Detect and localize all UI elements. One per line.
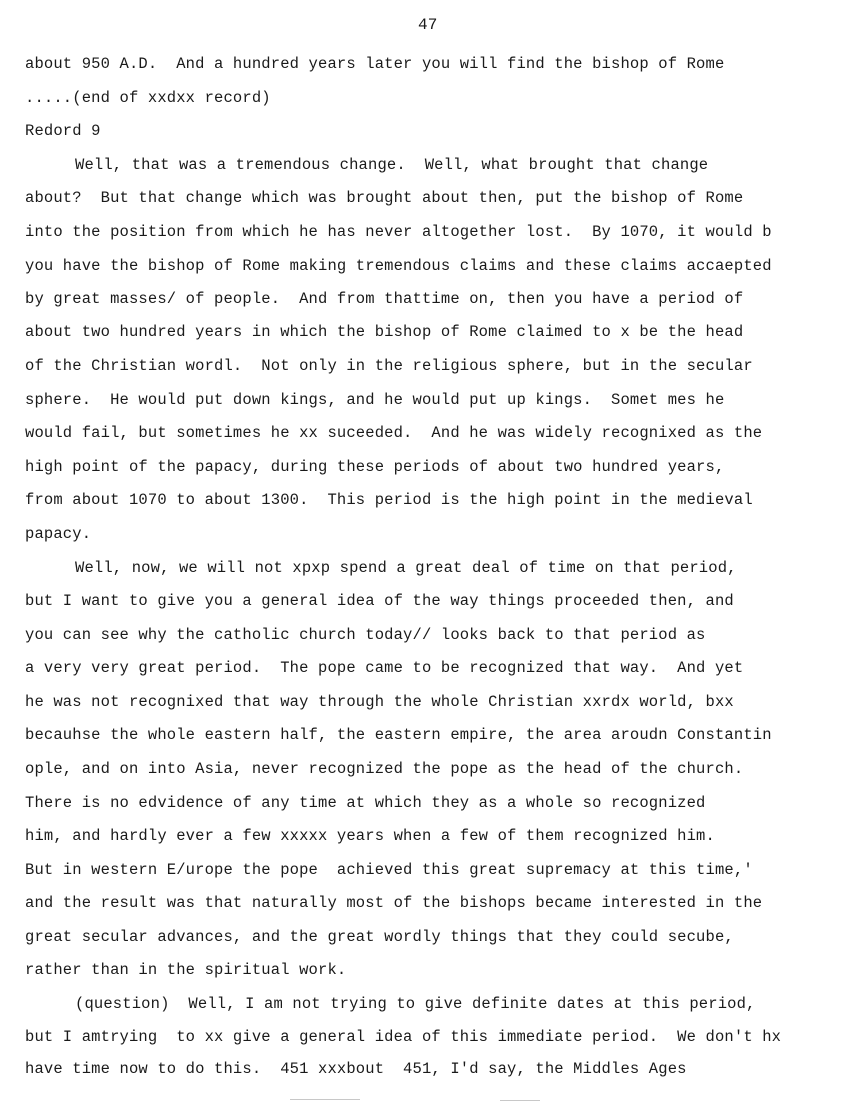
text-line: but I amtrying to xx give a general idea of this immediate period. We don't hx [25, 1028, 782, 1046]
text-line: about 950 A.D. And a hundred years later you will find the bishop of Rome [25, 55, 725, 73]
text-line: sphere. He would put down kings, and he would put up kings. Somet mes he [25, 391, 725, 409]
text-line: and the result was that naturally most of the bishops became interested in the [25, 894, 763, 912]
text-line: by great masses/ of people. And from thattime on, then you have a period of [25, 290, 744, 308]
page-number: 47 [418, 16, 438, 34]
text-line: a very very great period. The pope came to be recognized that way. And yet [25, 659, 744, 677]
text-line: ople, and on into Asia, never recognized the pope as the head of the church. [25, 760, 744, 778]
text-line: papacy. [25, 525, 92, 543]
text-line: great secular advances, and the great wordly things that they could secube, [25, 928, 734, 946]
text-line: high point of the papacy, during these periods of about two hundred years, [25, 458, 725, 476]
text-line: have time now to do this. 451 xxxbout 451, I'd say, the Middles Ages [25, 1060, 687, 1078]
text-line: about? But that change which was brought about then, put the bishop of Rome [25, 189, 744, 207]
text-line: you can see why the catholic church today// looks back to that period as [25, 626, 706, 644]
text-line: he was not recognixed that way through the whole Christian xxrdx world, bxx [25, 693, 734, 711]
scan-smudge [290, 1099, 360, 1100]
scan-smudge [500, 1100, 540, 1101]
text-line: from about 1070 to about 1300. This period is the high point in the medieval [25, 491, 753, 509]
text-line: rather than in the spiritual work. [25, 961, 347, 979]
text-line: would fail, but sometimes he xx suceeded. And he was widely recognixed as the [25, 424, 763, 442]
text-line: you have the bishop of Rome making tremendous claims and these claims accaepted [25, 257, 772, 275]
text-line: But in western E/urope the pope achieved this great supremacy at this time,' [25, 861, 753, 879]
text-line: (question) Well, I am not trying to give definite dates at this period, [75, 995, 756, 1013]
text-line: about two hundred years in which the bishop of Rome claimed to x be the head [25, 323, 744, 341]
text-line: becauhse the whole eastern half, the eastern empire, the area aroudn Constantin [25, 726, 772, 744]
text-line: but I want to give you a general idea of the way things proceeded then, and [25, 592, 734, 610]
text-line: into the position from which he has never altogether lost. By 1070, it would b [25, 223, 772, 241]
text-line: Well, that was a tremendous change. Well, what brought that change [75, 156, 709, 174]
text-line: him, and hardly ever a few xxxxx years when a few of them recognized him. [25, 827, 715, 845]
text-line: Redord 9 [25, 122, 101, 140]
text-line: Well, now, we will not xpxp spend a great deal of time on that period, [75, 559, 737, 577]
text-line: of the Christian wordl. Not only in the religious sphere, but in the secular [25, 357, 753, 375]
text-line: There is no edvidence of any time at which they as a whole so recognized [25, 794, 706, 812]
text-line: .....(end of xxdxx record) [25, 89, 271, 107]
